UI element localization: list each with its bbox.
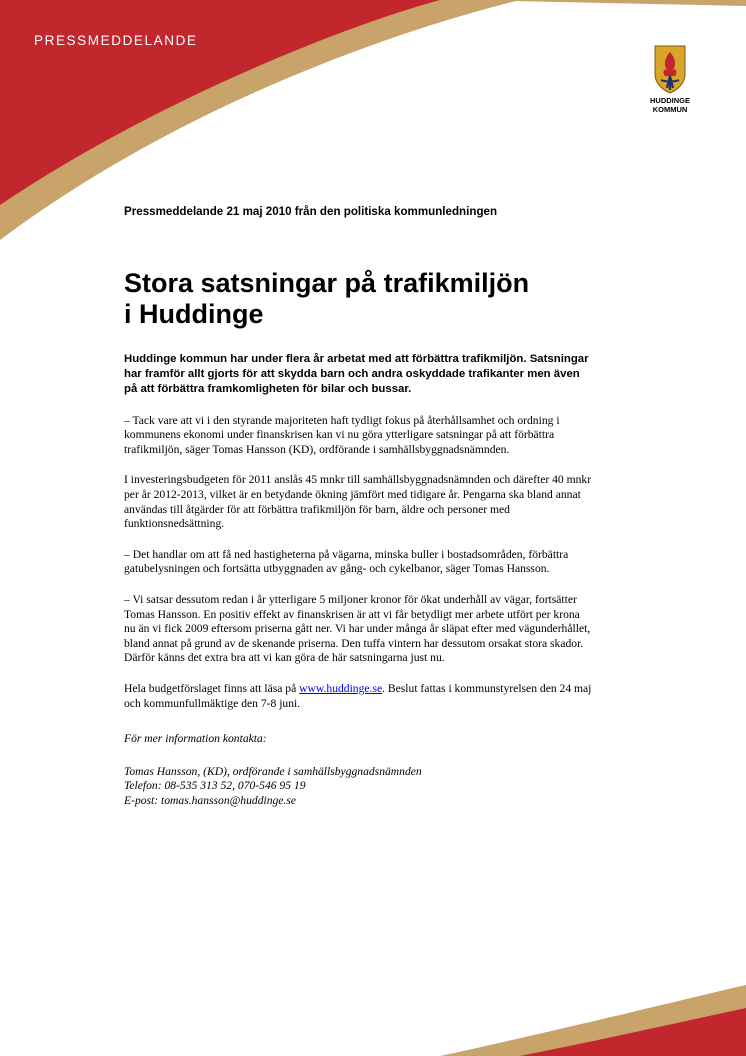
page-title (124, 268, 594, 330)
paragraph-5-text-after: . Beslut fattas i kommunstyrelsen den 24 maj och kommunfullmäktige den 7-8 juni. (124, 681, 592, 710)
logo-line-2: KOMMUN (652, 105, 688, 114)
title-line-2: i Huddinge (124, 299, 264, 329)
paragraph-5-text-before: Hela budgetförslaget finns att läsa på (124, 681, 300, 695)
body-paragraph-4: – Vi satsar dessutom redan i år ytterligare 5 miljoner kronor för ökat underhåll av vägar, fortsätter Tomas Hansson. En positiv effekt av finanskrisen är att vi får betydligt mer arbete utfört per krona nu än vi fick 2009 eftersom priserna gått ner. Vi har under många år släpat efter med vägunderhållet, bland annat på grund av de skenande priserna. Den tuffa vintern har dessutom orsakat stora skador. Därför känns det extra bra att vi kan göra de här satsningarna just nu. (124, 592, 591, 665)
contact-heading: För mer information kontakta: (124, 732, 267, 746)
press-release-label: PRESSMEDDELANDE (34, 33, 198, 48)
huddinge-logo (640, 44, 700, 114)
body-paragraph-3: – Det handlar om att få ned hastigheterna på vägarna, minska buller i bostadsområden, förbättra gatubelysningen och fortsätta utbyggnaden av gång- och cykelbanor, säger Tomas Hansson. (124, 547, 569, 576)
contact-email: E-post: tomas.hansson@huddinge.se (124, 793, 297, 807)
dateline: Pressmeddelande 21 maj 2010 från den politiska kommunledningen (124, 205, 498, 218)
article (124, 205, 594, 808)
contact-name: Tomas Hansson, (KD), ordförande i samhällsbyggnadsnämnden (124, 764, 422, 778)
contact-details (124, 765, 594, 809)
coat-of-arms-icon (653, 44, 687, 94)
contact-phone: Telefon: 08-535 313 52, 070-546 95 19 (124, 779, 306, 793)
header-right-accent (470, 0, 746, 6)
logo-line-1: HUDDINGE (649, 96, 690, 105)
title-line-1: Stora satsningar på trafikmiljön (124, 268, 530, 298)
website-link[interactable]: www.huddinge.se (299, 681, 383, 695)
body-paragraph-2: I investeringsbudgeten för 2011 anslås 45 mnkr till samhällsbyggnadsnämnden och därefter 40 mnkr per år 2012-2013, vilket är en betydande ökning jämfört med tidigare år. Pengarna ska bland annat användas till åtgärder för att förbättra trafikmiljön för barn, äldre och personer med funktionsnedsättning. (124, 473, 592, 531)
lead-paragraph: Huddinge kommun har under flera år arbetat med att förbättra trafikmiljön. Satsningar har framför allt gjorts för att skydda barn och andra oskyddade trafikanter men även på att förbättra framkomligheten för bilar och bussar. (124, 353, 589, 396)
body-paragraph-5 (124, 682, 594, 711)
body-paragraph-1: – Tack vare att vi i den styrande majoriteten haft tydligt fokus på återhållsamhet och ordning i kommunens ekonomi under finanskrisen kan vi nu göra ytterligare satsningar på att förbättra trafikmiljön, säger Tomas Hansson (KD), ordförande i samhällsbyggnadsnämnden. (124, 413, 560, 456)
